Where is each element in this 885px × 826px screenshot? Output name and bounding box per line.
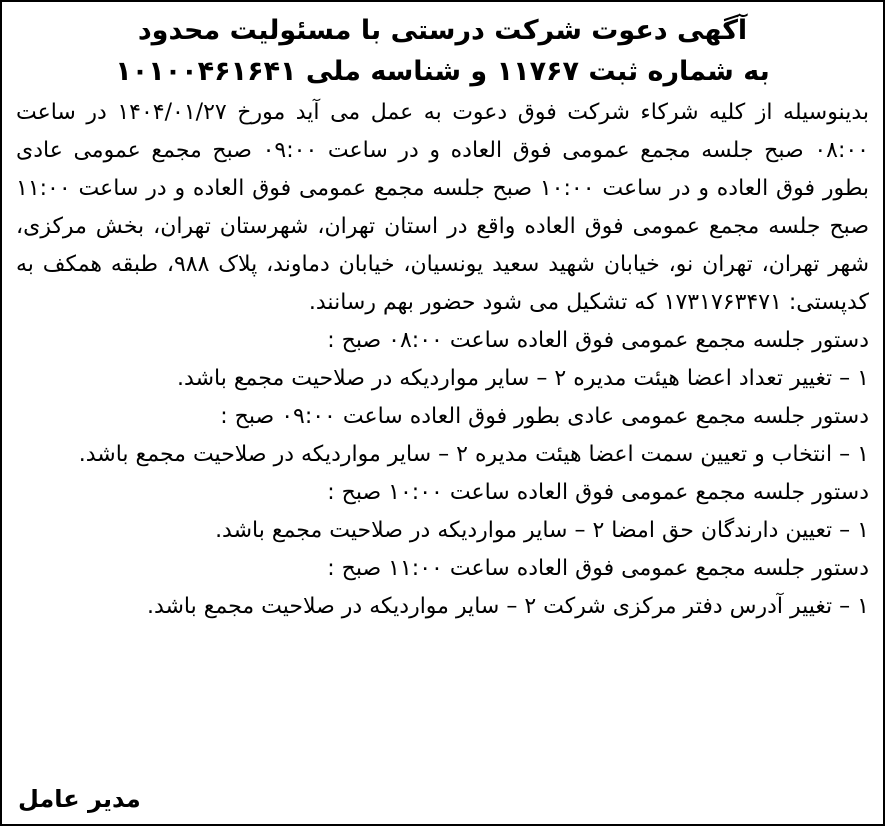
- agenda-items-1100: ۱ – تغییر آدرس دفتر مرکزی شرکت ۲ – سایر مواردیکه در صلاحیت مجمع باشد.: [146, 594, 869, 619]
- signature-ceo: مدیر عامل: [18, 785, 141, 813]
- agenda-items-0900: ۱ – انتخاب و تعیین سمت اعضا هیئت مدیره ۲ – سایر مواردیکه در صلاحیت مجمع باشد.: [78, 442, 869, 467]
- notice-body: [16, 94, 869, 626]
- intro-paragraph: بدینوسیله از کلیه شرکاء شرکت فوق دعوت به عمل می آید مورخ ۱۴۰۴/۰۱/۲۷ در ساعت ۰۸:۰۰ صبح جلسه مجمع عمومی فوق العاده و در ساعت ۰۹:۰۰ صبح مجمع عمومی عادی بطور فوق العاده و در ساعت ۱۰:۰۰ صبح جلسه مجمع عمومی فوق العاده و در ساعت ۱۱:۰۰ صبح جلسه مجمع عمومی فوق العاده واقع در استان تهران، شهرستان تهران، بخش مرکزی، شهر تهران، تهران نو، خیابان شهید سعید یونسیان، خیابان دماوند، پلاک ۹۸۸، طبقه همکف به کدپستی: ۱۷۳۱۷۶۳۴۷۱ که تشکیل می شود حضور بهم رسانند.: [16, 100, 869, 315]
- agenda-heading-0800: دستور جلسه مجمع عمومی فوق العاده ساعت ۰۸:۰۰ صبح :: [327, 328, 869, 353]
- agenda-heading-1000: دستور جلسه مجمع عمومی فوق العاده ساعت ۱۰:۰۰ صبح :: [327, 480, 869, 505]
- agenda-items-1000: ۱ – تعیین دارندگان حق امضا ۲ – سایر مواردیکه در صلاحیت مجمع باشد.: [215, 518, 869, 543]
- notice-title-line-2: به شماره ثبت ۱۱۷۶۷ و شناسه ملی ۱۰۱۰۰۴۶۱۶۴۱: [115, 56, 770, 87]
- notice-title-line-1: آگهی دعوت شرکت درستی با مسئولیت محدود: [137, 15, 748, 46]
- agenda-heading-0900: دستور جلسه مجمع عمومی عادی بطور فوق العاده ساعت ۰۹:۰۰ صبح :: [220, 404, 869, 429]
- agenda-items-0800: ۱ – تغییر تعداد اعضا هیئت مدیره ۲ – سایر مواردیکه در صلاحیت مجمع باشد.: [177, 366, 869, 391]
- agenda-heading-1100: دستور جلسه مجمع عمومی فوق العاده ساعت ۱۱:۰۰ صبح :: [327, 556, 869, 581]
